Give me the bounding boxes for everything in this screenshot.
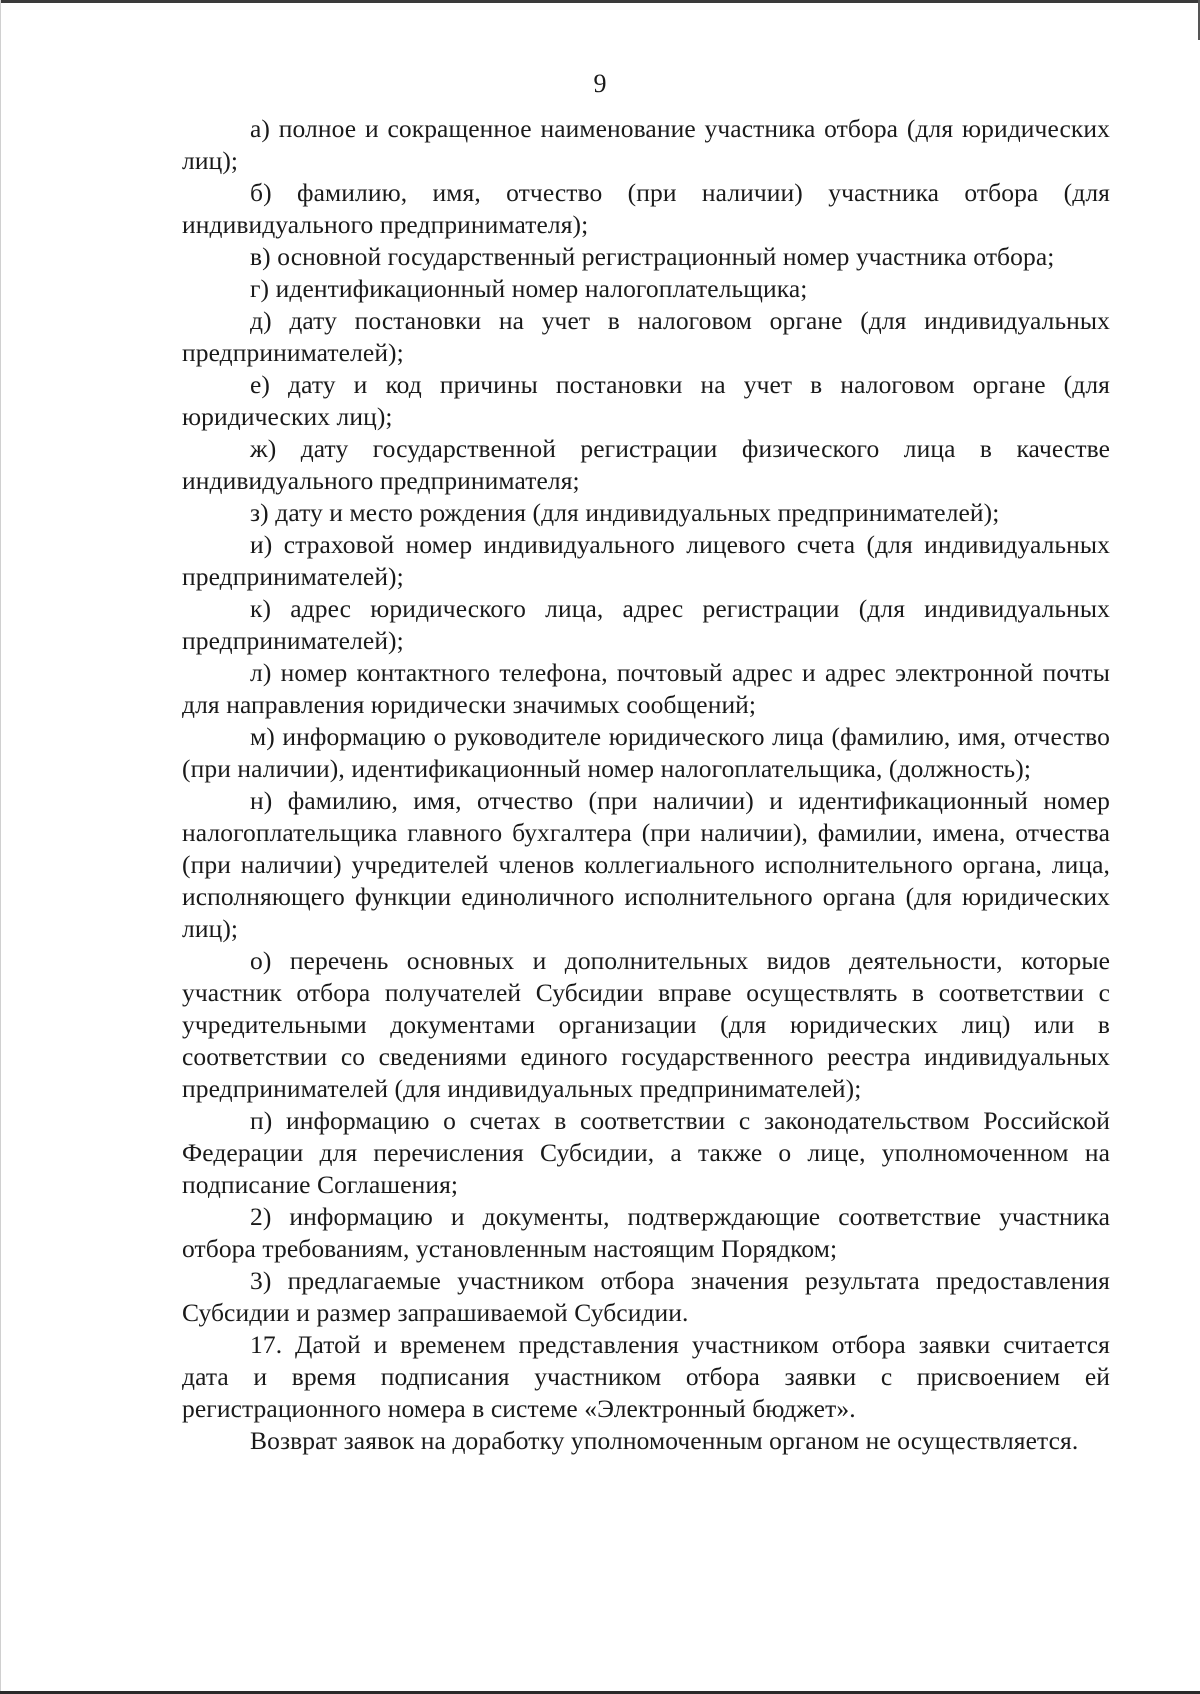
paragraph-o: о) перечень основных и дополнительных видов деятельности, которые участник отбора получателей Субсидии вправе осуществлять в соответствии с учредительными документами организации (для юридических лиц) или в соответствии со сведениями единого государственного реестра индивидуальных предпринимателей (для индивидуальных предпринимателей); xyxy=(182,946,1110,1103)
paragraph-zh: ж) дату государственной регистрации физического лица в качестве индивидуального предпринимателя; xyxy=(182,434,1110,495)
scan-edge-top xyxy=(0,0,1200,3)
scan-edge-left xyxy=(0,0,1,1694)
paragraph-l: л) номер контактного телефона, почтовый адрес и адрес электронной почты для направления юридически значимых сообщений; xyxy=(182,658,1110,719)
paragraph-a: а) полное и сокращенное наименование участника отбора (для юридических лиц); xyxy=(182,114,1110,175)
paragraph-b: б) фамилию, имя, отчество (при наличии) участника отбора (для индивидуального предпринимателя); xyxy=(182,178,1110,239)
paragraph-m: м) информацию о руководителе юридического лица (фамилию, имя, отчество (при наличии), идентификационный номер налогоплательщика, (должность); xyxy=(182,722,1110,783)
paragraph-v: в) основной государственный регистрационный номер участника отбора; xyxy=(250,242,1055,271)
paragraph-17: 17. Датой и временем представления участником отбора заявки считается дата и время подписания участником отбора заявки с присвоением ей регистрационного номера в системе «Электронный бюджет». xyxy=(182,1330,1110,1423)
page-number: 9 xyxy=(593,69,607,98)
paragraph-p: п) информацию о счетах в соответствии с законодательством Российской Федерации для перечисления Субсидии, а также о лице, уполномоченном на подписание Соглашения; xyxy=(182,1106,1110,1199)
paragraph-return-note: Возврат заявок на доработку уполномоченным органом не осуществляется. xyxy=(250,1426,1079,1455)
paragraph-item-2: 2) информацию и документы, подтверждающие соответствие участника отбора требованиям, установленным настоящим Порядком; xyxy=(182,1202,1110,1263)
paragraph-n: н) фамилию, имя, отчество (при наличии) и идентификационный номер налогоплательщика главного бухгалтера (при наличии), фамилии, имена, отчества (при наличии) учредителей членов коллегиального исполнительного органа, лица, исполняющего функции единоличного исполнительного органа (для юридических лиц); xyxy=(182,786,1110,943)
paragraph-k: к) адрес юридического лица, адрес регистрации (для индивидуальных предпринимателей); xyxy=(182,594,1110,655)
document-body xyxy=(182,113,1110,1457)
paragraph-i: и) страховой номер индивидуального лицевого счета (для индивидуальных предпринимателей); xyxy=(182,530,1110,591)
paragraph-d: д) дату постановки на учет в налоговом органе (для индивидуальных предпринимателей); xyxy=(182,306,1110,367)
paragraph-g: г) идентификационный номер налогоплательщика; xyxy=(250,274,808,303)
paragraph-z: з) дату и место рождения (для индивидуальных предпринимателей); xyxy=(250,498,1000,527)
paragraph-e: е) дату и код причины постановки на учет в налоговом органе (для юридических лиц); xyxy=(182,370,1110,431)
paragraph-item-3: 3) предлагаемые участником отбора значения результата предоставления Субсидии и размер запрашиваемой Субсидии. xyxy=(182,1266,1110,1327)
